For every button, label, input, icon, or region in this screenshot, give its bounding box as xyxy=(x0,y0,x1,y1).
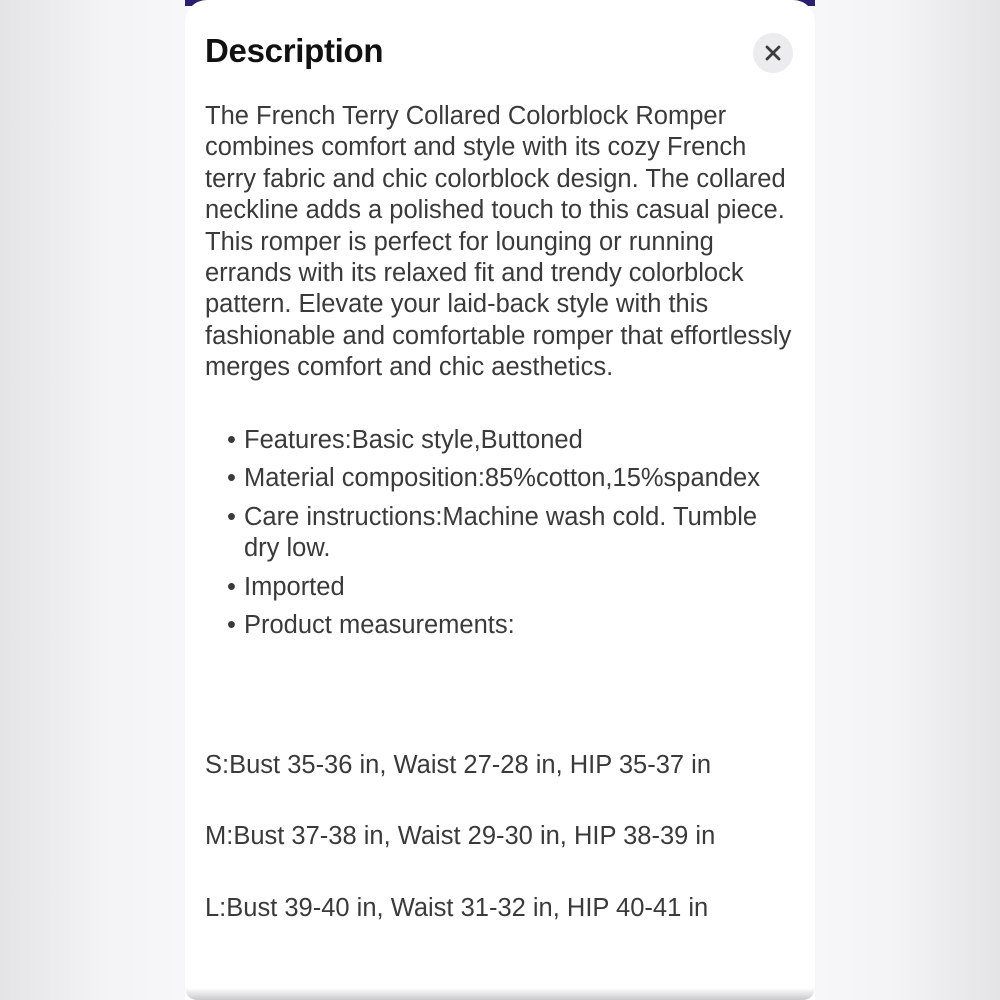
feature-text: Material composition:85%cotton,15%spandex xyxy=(244,464,760,493)
modal-content xyxy=(205,101,797,922)
measurement-size-s: S:Bust 35-36 in, Waist 27-28 in, HIP 35-37 in xyxy=(205,751,712,779)
feature-text: Imported xyxy=(244,572,345,601)
feature-text: Features:Basic style,Buttoned xyxy=(244,425,583,454)
bullet-icon: • xyxy=(227,502,236,531)
bullet-icon: • xyxy=(227,572,236,601)
feature-text: Care instructions:Machine wash cold. Tumble dry low. xyxy=(244,502,758,563)
feature-item xyxy=(227,572,797,604)
feature-item xyxy=(227,425,797,457)
measurement-size-l: L:Bust 39-40 in, Waist 31-32 in, HIP 40-41 in xyxy=(205,894,709,922)
modal-title: Description xyxy=(205,32,384,69)
description-modal xyxy=(185,0,815,1000)
feature-item xyxy=(227,610,797,642)
bullet-icon: • xyxy=(227,464,236,493)
feature-list xyxy=(205,425,797,642)
feature-item xyxy=(227,463,797,495)
bullet-icon: • xyxy=(227,425,236,454)
close-icon xyxy=(764,44,782,62)
product-description: The French Terry Collared Colorblock Romper combines comfort and style with its cozy French terry fabric and chic colorblock design. The collared neckline adds a polished touch to this casual piece. This romper is perfect for lounging or running errands with its relaxed fit and trendy colorblock pattern. Elevate your laid-back style with this fashionable and comfortable romper that effortlessly merges comfort and chic aesthetics. xyxy=(205,102,792,382)
measurement-size-m: M:Bust 37-38 in, Waist 29-30 in, HIP 38-39 in xyxy=(205,822,716,850)
close-button[interactable] xyxy=(753,33,793,73)
feature-text: Product measurements: xyxy=(244,611,515,640)
modal-bottom-edge xyxy=(185,988,815,1000)
bullet-icon: • xyxy=(227,611,236,640)
feature-item xyxy=(227,502,797,565)
